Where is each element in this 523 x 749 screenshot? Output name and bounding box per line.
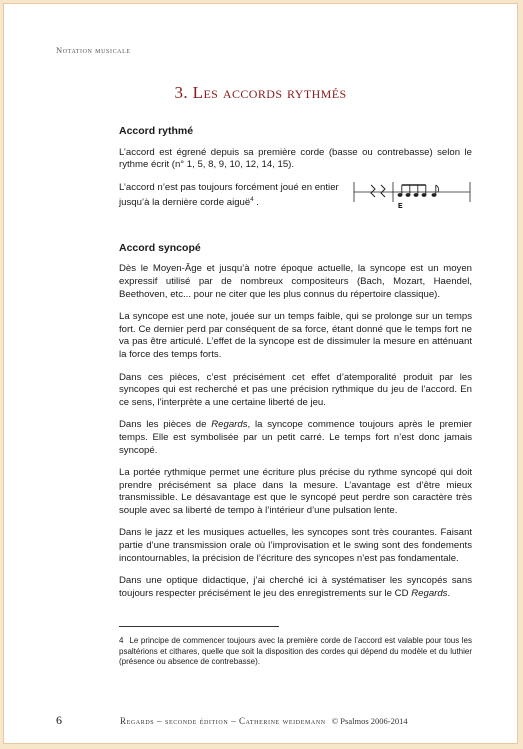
chapter-title: 3. Les accords rythmés bbox=[174, 83, 347, 102]
paragraph: L’accord est égrené depuis sa première corde (basse ou contrebasse) selon le rythme écrit (n° 1, 5, 8, 9, 10, 12, 14, 15). bbox=[119, 146, 472, 171]
paragraph: La syncope est une note, jouée sur un temps faible, qui se prolonge sur un temps fort. Ce dernier perd par conséquent de sa force, étant donné que le temps fort ne va pas être articulé. L’effet de la syncope est de dissimuler la mesure en atténuant la force des temps forts. bbox=[119, 311, 472, 360]
paragraph: Dans le jazz et les musiques actuelles, les syncopes sont très courantes. Faisant partie d’une transmission orale où l’improvisation et le swing sont des fondements incontournables, la précision de l’écriture des syncopes n’est pas fondamentale. bbox=[119, 527, 472, 564]
main-content bbox=[119, 125, 472, 610]
paragraph-text: , la syncope commence toujours après le premier temps. Elle est symbolisée par un petit carré. Le temps fort n’est donc jamais syncopé. bbox=[119, 419, 472, 456]
page-number: 6 bbox=[56, 713, 62, 727]
paragraph-text: Dans une optique didactique, j’ai cherché ici à systématiser les syncopés sans toujours respecter précisément le jeu des enregistrements sur le CD bbox=[119, 575, 472, 599]
staff-label: E bbox=[398, 202, 403, 210]
footnote bbox=[119, 636, 472, 668]
paragraph: Dès le Moyen-Âge et jusqu’à notre époque actuelle, la syncope est un moyen expressif utilisé par de nombreux compositeurs (Bach, Mozart, Haendel, Beethoven, etc... pour ne citer que les plus connus du répertoire classique). bbox=[119, 263, 472, 300]
section-heading-accord-syncope: Accord syncopé bbox=[119, 241, 201, 254]
running-head: Notation musicale bbox=[56, 45, 131, 55]
rhythm-staff-illustration bbox=[352, 180, 472, 210]
paragraph: Dans ces pièces, c’est précisément cet effet d’atemporalité produit par les syncopes qui est recherché et pas une précision rythmique du jeu de l’accord. En ce sens, l’interprète a une certaine liberté de jeu. bbox=[119, 371, 472, 408]
staff-example-row bbox=[119, 182, 472, 212]
footnote-number: 4 bbox=[119, 636, 124, 645]
paragraph: La portée rythmique permet une écriture plus précise du rythme syncopé qui doit prendre précisément sa place dans la mesure. L’avantage est d’être mieux transmissible. Le désavantage est que le syncopé peut perdre son caractère très souple avec sa liberté de tempo à l’intérieur d’une pulsation lente. bbox=[119, 467, 472, 516]
italic-title: Regards bbox=[411, 587, 448, 599]
paragraph-text: L’accord n’est pas toujours forcément joué en entier jusqu’à la dernière corde aiguë bbox=[119, 181, 339, 209]
paragraph-end: . bbox=[253, 197, 259, 209]
footer-title: Regards – seconde édition – Catherine weidemann bbox=[120, 716, 326, 726]
eighth-notes-icon bbox=[398, 185, 439, 196]
footnote-divider bbox=[119, 626, 279, 627]
rest-icon bbox=[371, 185, 375, 197]
copyright: © Psalmos 2006-2014 bbox=[331, 716, 408, 726]
footer-text bbox=[120, 716, 408, 726]
paragraph bbox=[119, 419, 472, 457]
paragraph bbox=[119, 182, 349, 210]
page bbox=[3, 3, 518, 744]
footnote-text: Le principe de commencer toujours avec la première corde de l’accord est valable pour tous les psaltérions et cithares, quelle que soit la disposition des cordes qui dépend du modèle et du luthier (présence ou absence de contrebasse). bbox=[119, 636, 472, 666]
footnote-ref[interactable]: 4 bbox=[250, 197, 254, 204]
rest-icon bbox=[381, 185, 385, 197]
italic-title: Regards bbox=[211, 419, 248, 431]
paragraph bbox=[119, 575, 472, 600]
paragraph-text: Dans les pièces de bbox=[119, 419, 212, 431]
paragraph-text: . bbox=[447, 587, 451, 599]
section-heading-accord-rythme: Accord rythmé bbox=[119, 125, 194, 137]
